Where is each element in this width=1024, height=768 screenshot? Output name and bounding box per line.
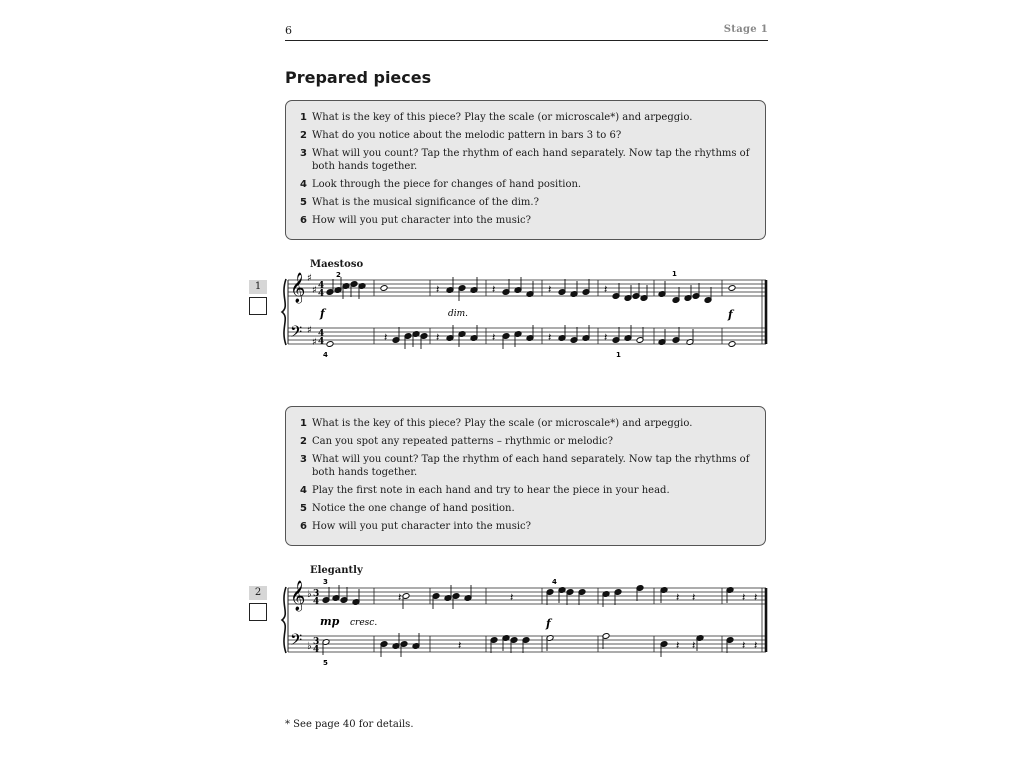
question-number: 2	[300, 436, 307, 447]
rest: 𝄽	[604, 331, 608, 344]
fingering-number: 2	[336, 271, 341, 279]
question-number: 3	[300, 454, 307, 465]
rest: 𝄽	[754, 639, 758, 652]
rest: 𝄽	[458, 639, 462, 652]
question-number: 6	[300, 215, 307, 226]
question-number: 1	[300, 418, 307, 429]
question-item	[300, 214, 751, 227]
dynamic-marking: mp	[320, 615, 340, 628]
key-signature: ♯	[312, 337, 317, 348]
question-item	[300, 435, 751, 448]
rest: 𝄽	[754, 591, 758, 604]
dynamic-marking: f	[320, 307, 325, 320]
note-head	[380, 285, 388, 292]
rest: 𝄽	[676, 591, 680, 604]
treble-clef: 𝄞	[290, 581, 306, 611]
question-box-piece-2	[285, 406, 766, 546]
question-number: 5	[300, 197, 307, 208]
key-signature: ♯	[307, 325, 312, 336]
time-signature: 4	[318, 329, 325, 339]
key-signature: ♯	[312, 285, 317, 296]
rest: 𝄽	[548, 283, 552, 296]
time-signature: 4	[318, 337, 325, 347]
rest: 𝄽	[676, 639, 680, 652]
treble-clef: 𝄞	[290, 273, 306, 303]
score-piece-1	[280, 266, 770, 362]
question-item	[300, 196, 751, 209]
question-item	[300, 520, 751, 533]
question-item	[300, 453, 751, 479]
rest: 𝄽	[692, 591, 696, 604]
question-number: 1	[300, 112, 307, 123]
key-signature: ♯	[307, 273, 312, 284]
footnote: * See page 40 for details.	[285, 719, 414, 730]
question-item	[300, 129, 751, 142]
question-text: Notice the one change of hand position.	[312, 503, 515, 514]
rest: 𝄽	[492, 283, 496, 296]
brace	[282, 279, 286, 345]
question-text: What is the key of this piece? Play the scale (or microscale*) and arpeggio.	[312, 112, 693, 123]
question-number: 6	[300, 521, 307, 532]
question-item	[300, 484, 751, 497]
time-signature: 4	[318, 289, 325, 299]
rest: 𝄽	[548, 331, 552, 344]
question-list	[300, 111, 751, 227]
note-head	[728, 341, 736, 348]
time-signature: 3	[313, 589, 320, 599]
dynamic-marking: f	[728, 308, 733, 321]
question-item	[300, 502, 751, 515]
page-header	[285, 22, 768, 41]
question-item	[300, 178, 751, 191]
question-item	[300, 147, 751, 173]
fingering-number: 3	[323, 578, 328, 586]
question-number: 5	[300, 503, 307, 514]
rest: 𝄽	[742, 591, 746, 604]
dynamic-marking: f	[546, 617, 551, 630]
tick-box-piece-1[interactable]	[249, 297, 267, 315]
question-item	[300, 417, 751, 430]
question-list	[300, 417, 751, 533]
time-signature: 4	[313, 645, 320, 655]
rest: 𝄽	[742, 639, 746, 652]
score-piece-2	[280, 574, 770, 670]
question-text: What is the key of this piece? Play the scale (or microscale*) and arpeggio.	[312, 418, 693, 429]
tempo-marking-piece-2: Elegantly	[310, 565, 363, 576]
tempo-marking-piece-1: Maestoso	[310, 259, 364, 270]
time-signature: 4	[313, 597, 320, 607]
fingering-number: 4	[323, 351, 328, 359]
key-signature: ♭	[307, 641, 312, 652]
rest: 𝄽	[398, 591, 402, 604]
dynamic-marking: dim.	[448, 309, 469, 319]
fingering-number: 5	[323, 659, 328, 667]
page-number: 6	[285, 24, 292, 37]
dynamic-marking: cresc.	[350, 618, 378, 628]
question-number: 4	[300, 485, 307, 496]
key-signature: ♭	[307, 589, 312, 600]
question-text: What is the musical significance of the dim.?	[312, 197, 539, 208]
time-signature: 3	[313, 637, 320, 647]
piece-number-1: 1	[249, 280, 267, 294]
rest: 𝄽	[692, 639, 696, 652]
time-signature: 4	[318, 281, 325, 291]
question-text: What do you notice about the melodic pattern in bars 3 to 6?	[312, 130, 622, 141]
question-text: What will you count? Tap the rhythm of each hand separately. Now tap the rhythms of both hands together.	[312, 454, 750, 478]
tick-box-piece-2[interactable]	[249, 603, 267, 621]
rest: 𝄽	[436, 331, 440, 344]
question-number: 2	[300, 130, 307, 141]
note-head	[728, 285, 736, 292]
brace	[282, 587, 286, 653]
note-head	[326, 341, 334, 348]
question-item	[300, 111, 751, 124]
bass-clef: 𝄢	[290, 631, 303, 653]
fingering-number: 1	[616, 351, 621, 359]
question-number: 3	[300, 148, 307, 159]
piece-number-2: 2	[249, 586, 267, 600]
bass-clef: 𝄢	[290, 323, 303, 345]
question-number: 4	[300, 179, 307, 190]
fingering-number: 1	[672, 270, 677, 278]
question-text: Play the first note in each hand and try to hear the piece in your head.	[312, 485, 670, 496]
question-text: How will you put character into the music?	[312, 215, 532, 226]
question-text: Look through the piece for changes of hand position.	[312, 179, 582, 190]
question-text: Can you spot any repeated patterns – rhythmic or melodic?	[312, 436, 613, 447]
question-text: How will you put character into the music?	[312, 521, 532, 532]
rest: 𝄽	[604, 283, 608, 296]
question-box-piece-1	[285, 100, 766, 240]
rest: 𝄽	[436, 283, 440, 296]
rest: 𝄽	[510, 591, 514, 604]
section-title: Prepared pieces	[285, 68, 432, 87]
stage-label: Stage 1	[723, 24, 768, 35]
question-text: What will you count? Tap the rhythm of each hand separately. Now tap the rhythms of both hands together.	[312, 148, 750, 172]
rest: 𝄽	[492, 331, 496, 344]
fingering-number: 4	[552, 578, 557, 586]
rest: 𝄽	[384, 331, 388, 344]
